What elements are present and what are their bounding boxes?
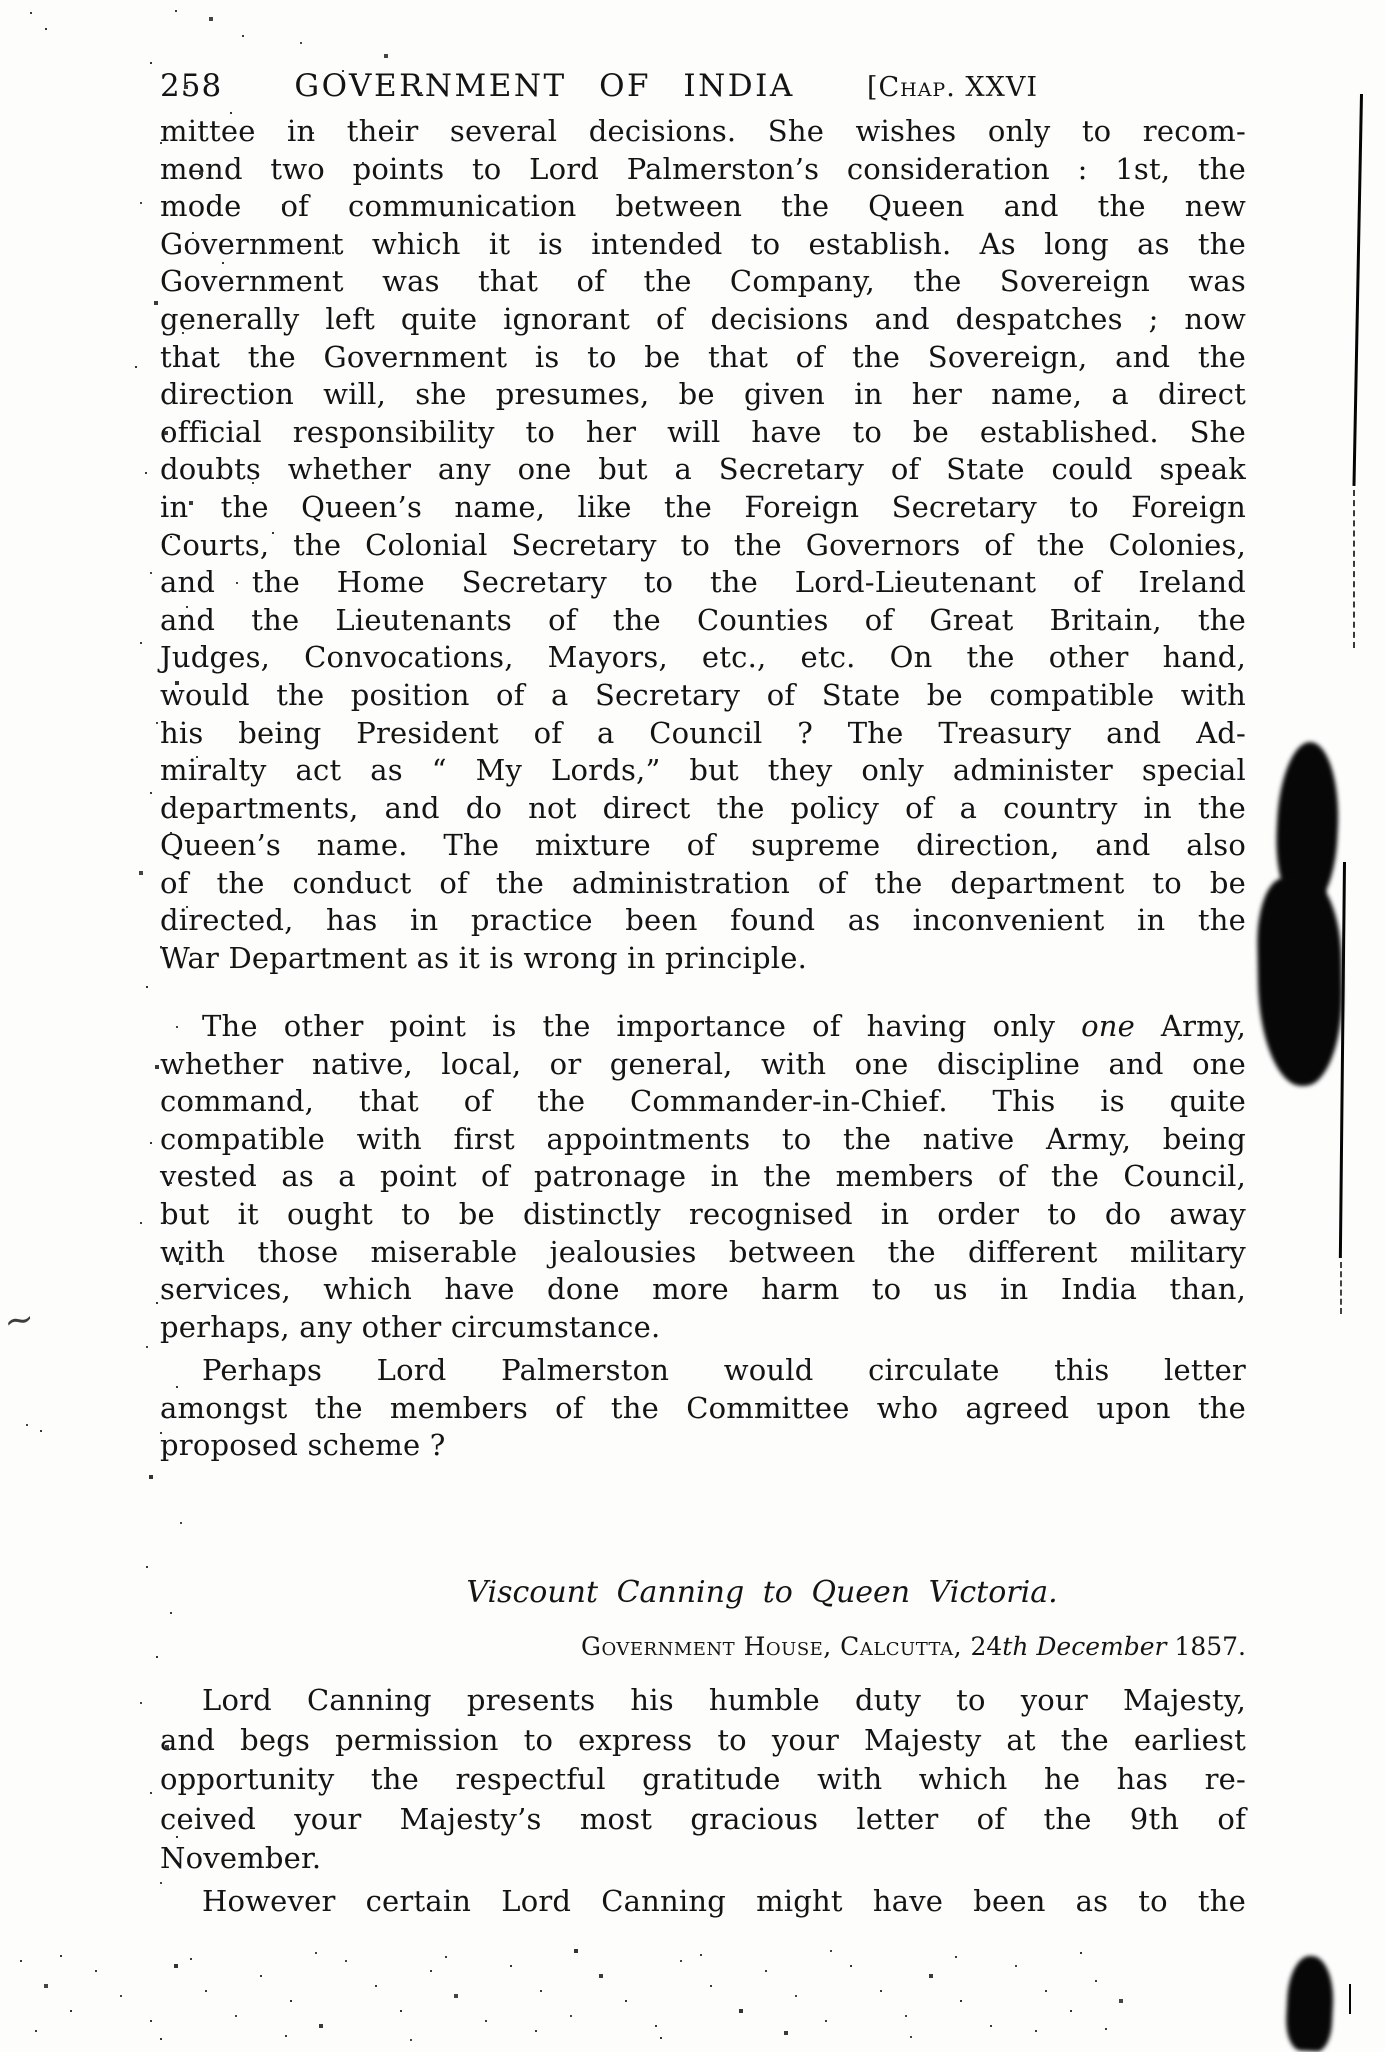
text-line: whether native, local, or general, with one discipline and one — [160, 1046, 1246, 1081]
text-line: mittee in their several decisions. She wishes only to recom- — [160, 114, 1246, 148]
text-line: proposed scheme ? — [160, 1428, 446, 1463]
text-line: his being President of a Council ? The Treasury and Ad- — [160, 715, 1246, 750]
dateline-month: th December — [1002, 1632, 1167, 1661]
letter-heading: Viscount Canning to Queen Victoria. — [466, 1575, 1058, 1610]
text-line: mend two points to Lord Palmerston’s consideration : 1st, the — [160, 151, 1246, 186]
dateline-day: 24 — [970, 1632, 1003, 1661]
scan-line — [1349, 1984, 1351, 2014]
text-line: but it ought to be distinctly recognised in order to do away — [160, 1196, 1246, 1231]
paragraph-canning-2 — [160, 1882, 1246, 1922]
paragraph-victoria-3 — [160, 1352, 1246, 1465]
text-line: generally left quite ignorant of decisions and despatches ; now — [160, 301, 1246, 336]
text-line: opportunity the respectful gratitude with which he has re- — [160, 1762, 1246, 1796]
text-run: The other point is the importance of having only — [202, 1009, 1082, 1043]
dateline-place: Government House, Calcutta, — [580, 1632, 971, 1661]
running-head — [160, 68, 1038, 112]
text-line: Judges, Convocations, Mayors, etc., etc. On the other hand, — [160, 640, 1246, 675]
text-line: November. — [160, 1841, 322, 1875]
text-line — [160, 1008, 1246, 1046]
text-line: with those miserable jealousies between the different military — [160, 1234, 1246, 1269]
text-line: perhaps, any other circumstance. — [160, 1309, 661, 1344]
text-line: that the Government is to be that of the Sovereign, and the — [160, 339, 1246, 374]
scan-line-dashed — [1353, 490, 1355, 648]
text-line: official responsibility to her will have to be established. She — [160, 414, 1246, 449]
dateline-year: 1857. — [1166, 1632, 1246, 1661]
paragraph-canning-1 — [160, 1681, 1246, 1879]
ink-blot — [1256, 877, 1344, 1086]
text-line: vested as a point of patronage in the members of the Council, — [160, 1159, 1246, 1194]
text-line: would the position of a Secretary of State be compatible with — [160, 677, 1246, 712]
text-line: and the Home Secretary to the Lord-Lieutenant of Ireland — [160, 565, 1246, 600]
text-line: ceived your Majesty’s most gracious letter of the 9th of — [160, 1801, 1246, 1836]
text-line: direction will, she presumes, be given in her name, a direct — [160, 377, 1246, 412]
text-line: However certain Lord Canning might have been as to the — [202, 1884, 1246, 1918]
text-line: departments, and do not direct the policy of a country in the — [160, 790, 1246, 825]
scan-line — [1339, 862, 1346, 1258]
text-line: and the Lieutenants of the Counties of Great Britain, the — [160, 602, 1246, 637]
paragraph-victoria-2 — [160, 1008, 1246, 1346]
pen-squiggle — [1, 1298, 38, 1344]
text-line: Courts, the Colonial Secretary to the Governors of the Colonies, — [160, 527, 1246, 562]
text-line: directed, has in practice been found as inconvenient in the — [160, 903, 1246, 938]
text-run: Army, — [1135, 1009, 1246, 1043]
text-line: in the Queen’s name, like the Foreign Secretary to Foreign — [160, 489, 1246, 524]
chapter-label: [Chap. XXVI — [866, 72, 1038, 103]
ink-blot — [1285, 1955, 1336, 2052]
scan-line — [1352, 94, 1363, 486]
text-line: command, that of the Commander-in-Chief. This is quite — [160, 1084, 1246, 1119]
text-line: of the conduct of the administration of the department to be — [160, 865, 1246, 900]
text-line: amongst the members of the Committee who agreed upon the — [160, 1390, 1246, 1425]
text-line: Government which it is intended to establish. As long as the — [160, 226, 1246, 261]
text-line: War Department as it is wrong in principle. — [160, 941, 808, 976]
text-line: miralty act as “ My Lords,” but they only administer special — [160, 753, 1246, 788]
paragraph-victoria-1 — [160, 113, 1246, 978]
scan-line-dashed — [1340, 1262, 1342, 1314]
running-title: GOVERNMENT OF INDIA — [294, 68, 795, 104]
scan-noise-bottom — [0, 0, 2, 2]
text-line: Government was that of the Company, the Sovereign was — [160, 264, 1246, 299]
text-line: doubts whether any one but a Secretary of State could speak — [160, 452, 1246, 487]
text-line: Lord Canning presents his humble duty to your Majesty, — [202, 1683, 1246, 1717]
text-line: Queen’s name. The mixture of supreme direction, and also — [160, 828, 1246, 863]
text-line: mode of communication between the Queen and the new — [160, 189, 1246, 224]
text-line: Perhaps Lord Palmerston would circulate this letter — [202, 1353, 1246, 1387]
dateline — [160, 1632, 1246, 1661]
text-line: services, which have done more harm to us in India than, — [160, 1272, 1246, 1307]
page-number: 258 — [160, 68, 223, 104]
text-line: and begs permission to express to your Majesty at the earliest — [160, 1722, 1246, 1757]
text-line: compatible with first appointments to the native Army, being — [160, 1121, 1246, 1156]
emphasized-word: one — [1081, 1009, 1136, 1043]
